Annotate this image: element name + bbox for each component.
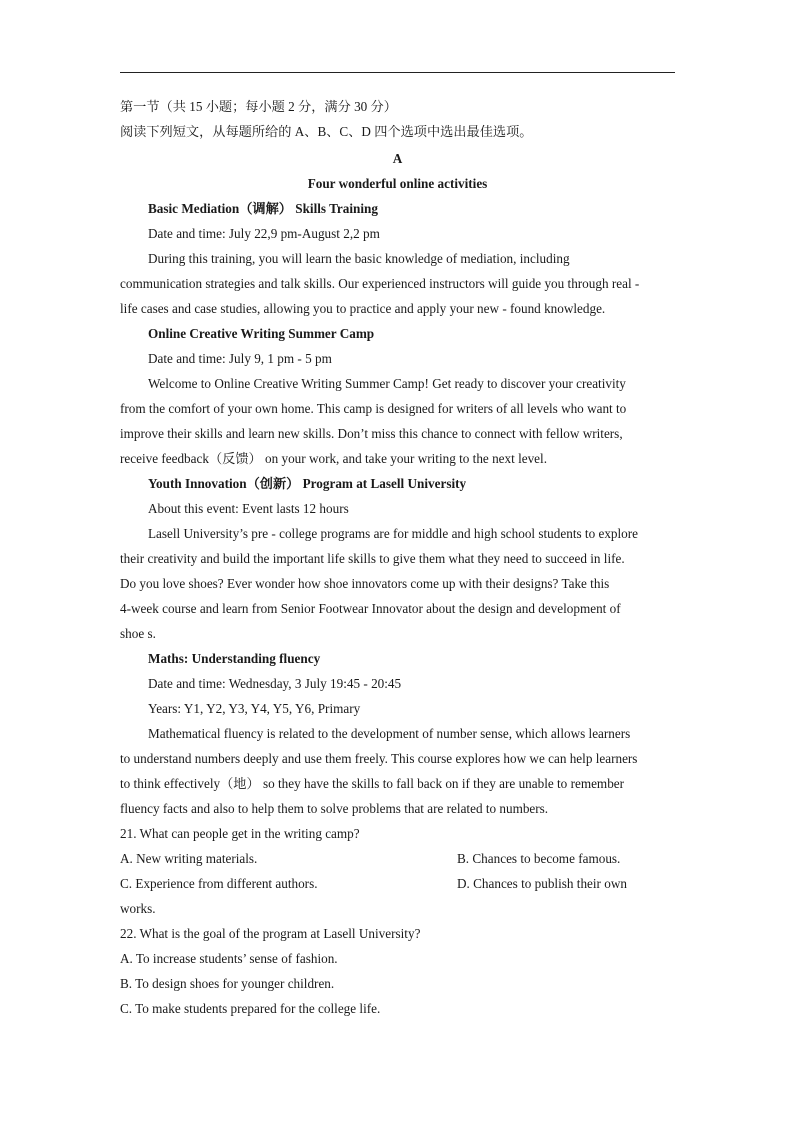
paragraph-line: to understand numbers deeply and use them freely. This course explores how we can help learners xyxy=(120,751,638,766)
activity-title: Basic Mediation（调解） Skills Training xyxy=(148,201,378,216)
paragraph-line: their creativity and build the important life skills to give them what they need to succeed in life. xyxy=(120,551,625,566)
option-c: C. Experience from different authors. xyxy=(120,876,318,891)
paragraph-line: shoe s. xyxy=(120,626,156,641)
section-instruction: 阅读下列短文，从每题所给的 A、B、C、D 四个选项中选出最佳选项。 xyxy=(120,124,533,139)
question-stem: 21. What can people get in the writing camp? xyxy=(120,826,360,841)
passage-letter: A xyxy=(392,151,403,166)
paragraph-line: 4-week course and learn from Senior Footwear Innovator about the design and development of xyxy=(120,601,621,616)
activity-title: Youth Innovation（创新） Program at Lasell University xyxy=(148,476,467,491)
paragraph-line: During this training, you will learn the basic knowledge of mediation, including xyxy=(148,251,570,266)
paragraph-line: receive feedback（反馈） on your work, and take your writing to the next level. xyxy=(120,451,547,466)
paragraph-line: to think effectively（地） so they have the skills to fall back on if they are unable to remember xyxy=(120,776,625,791)
activity-title: Online Creative Writing Summer Camp xyxy=(148,326,375,341)
activity-info: Date and time: Wednesday, 3 July 19:45 - 20:45 xyxy=(148,676,402,691)
activity-info: About this event: Event lasts 12 hours xyxy=(148,501,349,516)
option-d-continued: works. xyxy=(120,901,156,916)
option-a: A. To increase students’ sense of fashion. xyxy=(120,951,338,966)
activity-info: Date and time: July 22,9 pm-August 2,2 pm xyxy=(148,226,380,241)
paragraph-line: Welcome to Online Creative Writing Summer Camp! Get ready to discover your creativity xyxy=(148,376,626,391)
paragraph-line: communication strategies and talk skills. Our experienced instructors will guide you through real - xyxy=(120,276,640,291)
header-rule xyxy=(120,72,675,73)
option-a: A. New writing materials. xyxy=(120,851,258,866)
paragraph-line: from the comfort of your own home. This camp is designed for writers of all levels who want to xyxy=(120,401,627,416)
passage-title: Four wonderful online activities xyxy=(307,176,488,191)
option-b: B. Chances to become famous. xyxy=(457,851,621,866)
activity-info: Years: Y1, Y2, Y3, Y4, Y5, Y6, Primary xyxy=(148,701,361,716)
activity-title: Maths: Understanding fluency xyxy=(148,651,321,666)
paragraph-line: Mathematical fluency is related to the development of number sense, which allows learners xyxy=(148,726,631,741)
question-stem: 22. What is the goal of the program at Lasell University? xyxy=(120,926,421,941)
paragraph-line: Do you love shoes? Ever wonder how shoe innovators come up with their designs? Take this xyxy=(120,576,610,591)
paragraph-line: fluency facts and also to help them to solve problems that are related to numbers. xyxy=(120,801,549,816)
paragraph-line: life cases and case studies, allowing you to practice and apply your new - found knowledge. xyxy=(120,301,606,316)
section-heading: 第一节（共 15 小题；每小题 2 分，满分 30 分） xyxy=(120,99,397,114)
option-d: D. Chances to publish their own xyxy=(457,876,627,891)
option-b: B. To design shoes for younger children. xyxy=(120,976,335,991)
paragraph-line: improve their skills and learn new skills. Don’t miss this chance to connect with fellow writers, xyxy=(120,426,623,441)
option-c: C. To make students prepared for the college life. xyxy=(120,1001,381,1016)
paragraph-line: Lasell University’s pre - college programs are for middle and high school students to explore xyxy=(148,526,639,541)
activity-info: Date and time: July 9, 1 pm - 5 pm xyxy=(148,351,332,366)
